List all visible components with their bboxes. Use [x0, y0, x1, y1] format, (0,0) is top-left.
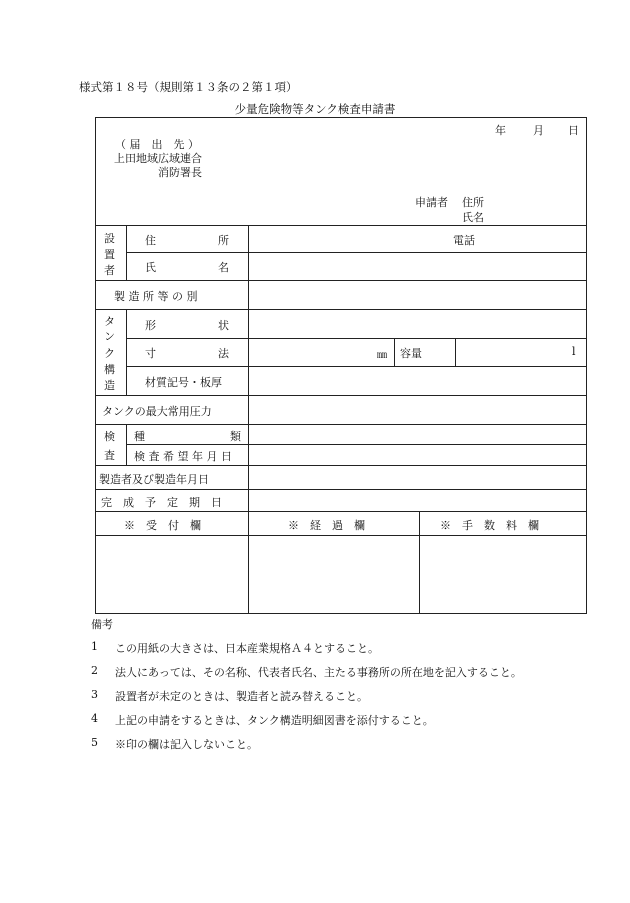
- note-item: [91, 664, 522, 680]
- installer-label-char: 者: [104, 264, 115, 277]
- installer-label-char: 設: [104, 232, 115, 245]
- tank-dims-label-a: 寸: [145, 347, 156, 360]
- liter-unit: l: [572, 345, 576, 358]
- applicant-name-label: 氏名: [462, 211, 484, 224]
- note-number: 3: [91, 688, 98, 701]
- installer-name-label-b: 名: [218, 261, 229, 274]
- inspection-kind-label-a: 種: [134, 430, 145, 443]
- applicant-label: 申請者: [415, 196, 448, 209]
- date-year-label: 年: [495, 124, 506, 137]
- reception-column-header: ※ 受 付 欄: [124, 519, 201, 532]
- facility-type-label: 製 造 所 等 の 別: [114, 290, 198, 303]
- material-thickness-label: 材質記号・板厚: [145, 376, 222, 389]
- addressee-officer: 消防署長: [158, 166, 202, 179]
- tank-structure-label-char: ン: [104, 330, 115, 343]
- installer-address-label-b: 所: [218, 234, 229, 247]
- addressee-org: 上田地域広域連合: [114, 152, 202, 165]
- capacity-label: 容量: [400, 347, 422, 360]
- tank-shape-label-a: 形: [145, 319, 156, 332]
- installer-address-label-a: 住: [145, 234, 156, 247]
- applicant-address-label: 住所: [462, 196, 484, 209]
- notes-title: 備考: [91, 618, 113, 631]
- note-text: 上記の申請をするときは、タンク構造明細図書を添付すること。: [115, 714, 434, 727]
- completion-date-label: 完 成 予 定 期 日: [101, 496, 222, 509]
- note-item: [91, 736, 522, 752]
- installer-name-label-a: 氏: [145, 261, 156, 274]
- note-number: 5: [91, 736, 98, 749]
- tank-shape-label-b: 状: [218, 319, 229, 332]
- tank-structure-label-char: 造: [104, 379, 115, 392]
- mm-unit: ㎜: [377, 350, 387, 361]
- addressee-label: （ 届 出 先 ）: [115, 138, 199, 151]
- note-text: ※印の欄は記入しないこと。: [115, 738, 258, 751]
- date-day-label: 日: [568, 124, 579, 137]
- installer-phone-label: 電話: [453, 234, 475, 247]
- tank-structure-label-char: 構: [104, 363, 115, 376]
- note-number: 4: [91, 712, 98, 725]
- progress-column-header: ※ 経 過 欄: [288, 519, 365, 532]
- fee-column-header: ※ 手 数 料 欄: [440, 519, 539, 532]
- max-pressure-label: タンクの最大常用圧力: [102, 405, 212, 418]
- inspection-kind-label-b: 類: [230, 430, 241, 443]
- note-text: 設置者が未定のときは、製造者と読み替えること。: [115, 690, 368, 703]
- inspection-date-label: 検 査 希 望 年 月 日: [134, 450, 232, 463]
- note-number: 2: [91, 664, 98, 677]
- tank-structure-label-char: ク: [104, 347, 115, 360]
- document-title: 少量危険物等タンク検査申請書: [234, 102, 396, 116]
- form-number: 様式第１８号（規則第１３条の２第１項）: [79, 80, 298, 94]
- inspection-label-char: 検: [104, 430, 115, 443]
- notes-section: [91, 616, 522, 760]
- tank-dims-label-b: 法: [218, 347, 229, 360]
- note-item: [91, 688, 522, 704]
- inspection-label-char: 査: [104, 449, 115, 462]
- installer-label-char: 置: [104, 248, 115, 261]
- note-item: [91, 640, 522, 656]
- note-text: 法人にあっては、その名称、代表者氏名、主たる事務所の所在地を記入すること。: [115, 666, 522, 679]
- note-text: この用紙の大きさは、日本産業規格Ａ４とすること。: [115, 642, 379, 655]
- manufacturer-label: 製造者及び製造年月日: [99, 473, 209, 486]
- tank-structure-label-char: タ: [104, 315, 115, 328]
- note-item: [91, 712, 522, 728]
- date-month-label: 月: [533, 124, 544, 137]
- note-number: 1: [91, 640, 98, 653]
